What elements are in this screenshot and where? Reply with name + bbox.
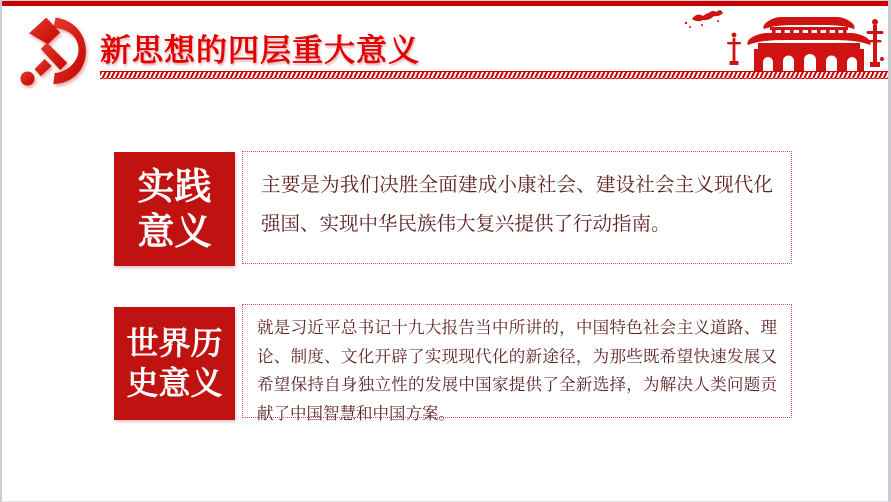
party-emblem-icon bbox=[10, 13, 98, 91]
huabiao-pillar-icon bbox=[727, 33, 741, 65]
block-label-practical-significance bbox=[114, 152, 235, 266]
badge-line: 实践 bbox=[137, 165, 212, 207]
gate-icon bbox=[747, 17, 870, 71]
top-strip bbox=[2, 1, 888, 6]
block-paragraph: 就是习近平总书记十九大报告当中所讲的，中国特色社会主义道路、理论、制度、文化开辟了实现现代化的新途径，为那些既希望快速发展又希望保持自身独立性的发展中国家提供了全新选择，为解决人类问题贡献了中国智慧和中国方案。 bbox=[257, 319, 777, 423]
block-label-world-historical-significance bbox=[114, 307, 235, 420]
badge-line: 意义 bbox=[137, 211, 212, 252]
page-title: 新思想的四层重大意义 bbox=[100, 33, 420, 68]
doves-icon bbox=[685, 10, 723, 28]
tiananmen-icon bbox=[678, 7, 884, 73]
block-text-practical-significance bbox=[242, 151, 792, 264]
block-text-world-historical-significance bbox=[242, 304, 792, 423]
badge-line: 世界历 bbox=[126, 325, 223, 362]
block-paragraph: 主要是为我们决胜全面建成小康社会、建设社会主义现代化强国、实现中华民族伟大复兴提供了行动指南。 bbox=[261, 174, 773, 235]
badge-line: 史意义 bbox=[126, 364, 223, 401]
